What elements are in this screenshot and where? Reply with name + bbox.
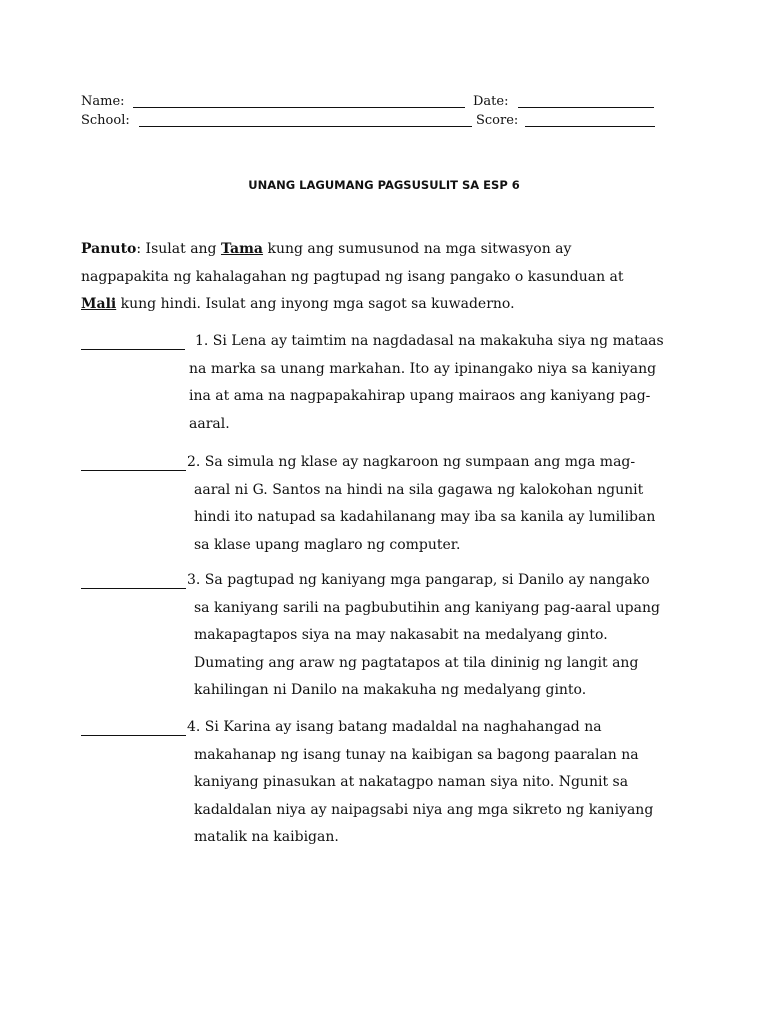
instructions-line-2: nagpapakita ng kahalagahan ng pagtupad ng isang pangako o kasunduan at: [81, 268, 624, 285]
question-1-line-2: na marka sa unang markahan. Ito ay ipinangako niya sa kaniyang: [189, 360, 657, 377]
question-4-line-1: 4. Si Karina ay isang batang madaldal na naghahangad na: [187, 719, 602, 735]
question-1-line-4: aaral.: [189, 415, 230, 432]
instructions: [81, 236, 701, 319]
question-2-line-1: 2. Sa simula ng klase ay nagkaroon ng sumpaan ang mga mag-: [187, 454, 636, 470]
instructions-text: : Isulat ang: [136, 241, 221, 257]
date-label: Date:: [473, 94, 509, 109]
question-4-line-2: makahanap ng isang tunay na kaibigan sa bagong paaralan na: [194, 746, 639, 763]
question-4-line-3: kaniyang pinasukan at nakatagpo naman siya nito. Ngunit sa: [194, 774, 629, 790]
instructions-line-1: [81, 236, 701, 264]
question-4-line-4: kadaldalan niya ay naipagsabi niya ang mga sikreto ng kaniyang: [194, 801, 654, 818]
answer-blank-2[interactable]: [81, 449, 186, 471]
question-1-line-1: 1. Si Lena ay taimtim na nagdadasal na makakuha siya ng mataas: [195, 333, 664, 349]
answer-blank-1[interactable]: [81, 328, 185, 350]
school-label: School:: [81, 113, 130, 128]
mali-keyword: Mali: [81, 296, 117, 312]
question-3-line-2: sa kaniyang sarili na pagbubutihin ang kaniyang pag-aaral upang: [194, 599, 660, 616]
answer-blank-4[interactable]: [81, 714, 186, 736]
page-title: UNANG LAGUMANG PAGSUSULIT SA ESP 6: [248, 178, 520, 192]
question-1-line-3: ina at ama na nagpapakahirap upang mairaos ang kaniyang pag-: [189, 388, 651, 404]
question-3-line-5: kahilingan ni Danilo na makakuha ng medalyang ginto.: [194, 682, 587, 698]
score-field[interactable]: [525, 126, 655, 127]
name-label: Name:: [81, 94, 125, 109]
panuto-label: Panuto: [81, 241, 137, 257]
question-4-line-5: matalik na kaibigan.: [194, 829, 339, 845]
question-2-line-2: aaral ni G. Santos na hindi na sila gagawa ng kalokohan ngunit: [194, 481, 644, 498]
question-2-line-4: sa klase upang maglaro ng computer.: [194, 536, 461, 553]
instructions-line-3: [81, 291, 701, 319]
name-field[interactable]: [133, 107, 465, 108]
question-3-line-3: makapagtapos siya na may nakasabit na medalyang ginto.: [194, 627, 608, 643]
date-field[interactable]: [518, 107, 654, 108]
instructions-text: kung hindi. Isulat ang inyong mga sagot sa kuwaderno.: [116, 296, 515, 312]
score-label: Score:: [476, 113, 519, 128]
question-3-line-1: 3. Sa pagtupad ng kaniyang mga pangarap, si Danilo ay nangako: [187, 572, 650, 588]
instructions-text: kung ang sumusunod na mga sitwasyon ay: [263, 241, 572, 257]
tama-keyword: Tama: [220, 241, 264, 257]
answer-blank-3[interactable]: [81, 567, 186, 589]
question-3-line-4: Dumating ang araw ng pagtatapos at tila dininig ng langit ang: [194, 654, 639, 671]
question-2-line-3: hindi ito natupad sa kadahilanang may iba sa kanila ay lumiliban: [194, 509, 656, 525]
school-field[interactable]: [139, 126, 472, 127]
